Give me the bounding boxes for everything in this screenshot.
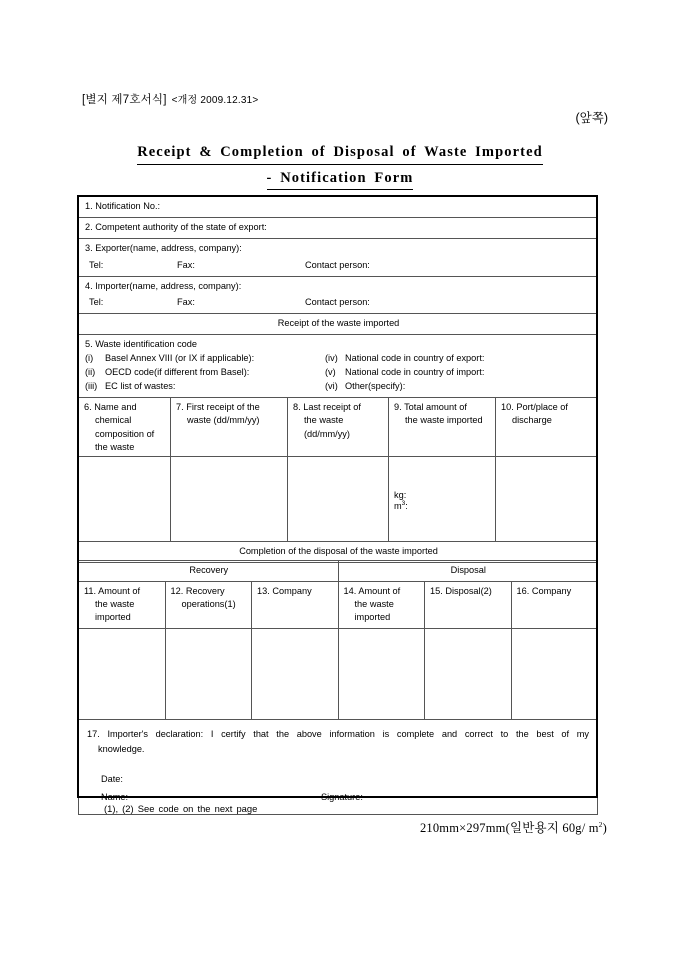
form-footnote: (1), (2) See code on the next page <box>104 803 258 814</box>
field-exporter-label: 3. Exporter(name, address, company): <box>85 243 242 253</box>
group-header-disposal-label: Disposal <box>450 565 486 575</box>
column-header-10 <box>496 398 598 457</box>
entry-cell-recovery-company-area <box>252 629 338 635</box>
importer-fax-label: Fax: <box>177 297 195 308</box>
column-header-16 <box>511 582 598 629</box>
entry-cell-total-amount[interactable] <box>389 457 496 542</box>
entry-cell-recovery-operations-area <box>166 629 252 635</box>
waste-id-text-i: Basel Annex VIII (or IX if applicable): <box>105 352 255 363</box>
table-row-completion-groups <box>79 561 598 582</box>
table-row-receipt-entry <box>79 457 598 542</box>
waste-id-text-iv: National code in country of export: <box>345 352 485 363</box>
field-notification-no[interactable] <box>79 197 598 218</box>
declaration-signature-rows <box>87 772 589 804</box>
column-header-12-content <box>166 582 252 614</box>
column-header-13-num: 13. <box>257 586 270 596</box>
table-row-declaration <box>79 720 598 815</box>
waste-id-item-vi <box>325 380 592 394</box>
declaration-block <box>79 720 597 814</box>
form-reference-code: [별지 제7호서식] <box>82 94 167 106</box>
waste-id-heading: 5. Waste identification code <box>85 339 198 350</box>
group-header-recovery-label: Recovery <box>189 565 229 575</box>
paper-specification <box>420 818 607 836</box>
entry-cell-port-discharge[interactable] <box>496 457 598 542</box>
section-header-receipt-label: Receipt of the waste imported <box>277 318 400 329</box>
declaration-name-label: Name: <box>101 792 129 803</box>
table-row-competent-authority <box>79 218 598 239</box>
column-header-6 <box>79 398 171 457</box>
waste-id-item-v <box>325 366 592 380</box>
entry-cell-recovery-amount[interactable] <box>79 629 166 720</box>
page-side-mark: (앞쪽) <box>575 111 608 125</box>
column-header-10-l1: Port/place of <box>516 402 568 413</box>
column-header-12-l1: Recovery <box>185 586 225 596</box>
completion-table <box>78 560 598 815</box>
waste-id-text-iii: EC list of wastes: <box>105 380 176 391</box>
importer-tel-label: Tel: <box>89 297 104 308</box>
form-reference <box>82 91 258 107</box>
column-header-6-content <box>79 398 170 456</box>
entry-cell-recovery-operations[interactable] <box>165 629 252 720</box>
entry-cell-first-receipt[interactable] <box>171 457 288 542</box>
section-header-completion-label: Completion of the disposal of the waste imported <box>239 546 438 557</box>
document-title <box>0 143 680 190</box>
column-header-12-l2: operations(1) <box>181 599 236 610</box>
paper-spec-exponent: 2 <box>598 819 603 829</box>
field-importer-label: 4. Importer(name, address, company): <box>85 280 242 291</box>
column-header-11-num: 11. <box>84 586 97 596</box>
table-row-exporter <box>79 239 598 277</box>
column-header-11-content <box>79 582 165 628</box>
column-header-7-content <box>171 398 287 430</box>
column-header-14-l3: imported <box>354 612 391 623</box>
entry-cell-first-receipt-area <box>171 457 287 463</box>
column-header-11-l1: Amount of <box>98 586 141 596</box>
field-competent-authority-label: 2. Competent authority of the state of export: <box>85 222 267 232</box>
column-header-13-content <box>252 582 338 601</box>
column-header-10-l2: discharge <box>512 415 552 426</box>
amount-unit-m3-base: m <box>394 501 402 512</box>
waste-id-text-ii: OECD code(if different from Basel): <box>105 366 250 377</box>
notification-form-table <box>78 196 598 563</box>
entry-cell-last-receipt[interactable] <box>288 457 389 542</box>
column-header-14-content <box>339 582 425 627</box>
column-header-13 <box>252 582 339 629</box>
field-importer-declaration[interactable] <box>79 720 598 815</box>
importer-contact-person-label: Contact person: <box>305 297 370 308</box>
column-header-11 <box>79 582 166 629</box>
waste-id-item-ii <box>85 366 325 380</box>
importer-contact-row <box>79 296 597 313</box>
table-row-section-receipt <box>79 314 598 335</box>
waste-id-numeral-iii: (iii) <box>85 380 98 391</box>
paper-spec-suffix: ) <box>602 821 607 835</box>
waste-id-block <box>79 335 597 397</box>
column-header-15-l1: Disposal(2) <box>445 586 492 596</box>
column-header-14-l1: Amount of <box>358 586 401 596</box>
column-header-7 <box>171 398 288 457</box>
group-header-recovery <box>79 561 339 582</box>
column-header-8-l1: Last receipt of <box>303 402 361 413</box>
exporter-contact-person-label: Contact person: <box>305 259 370 270</box>
paper-spec-prefix: 210mm×297mm(일반용지 60g/ <box>419 821 589 835</box>
page-title-line-1: Receipt & Completion of Disposal of Waste Imported <box>137 143 543 165</box>
exporter-tel-label: Tel: <box>89 259 104 270</box>
entry-cell-disposal-amount-area <box>339 629 425 635</box>
column-header-9-num: 9. <box>394 402 402 413</box>
waste-id-item-i <box>85 352 325 366</box>
waste-id-columns <box>85 352 592 393</box>
field-competent-authority[interactable] <box>79 218 598 239</box>
column-header-12 <box>165 582 252 629</box>
entry-cell-port-discharge-area <box>496 457 597 463</box>
column-header-8 <box>288 398 389 457</box>
entry-cell-waste-name[interactable] <box>79 457 171 542</box>
paper-spec-unit: m <box>588 821 599 835</box>
group-header-disposal <box>338 561 598 582</box>
waste-id-item-iv <box>325 352 592 366</box>
amount-units <box>389 457 495 514</box>
column-header-8-content <box>288 398 388 443</box>
field-waste-identification-code[interactable] <box>79 335 598 398</box>
waste-id-right-column <box>325 352 592 393</box>
table-row-receipt-column-headers <box>79 398 598 457</box>
table-row-notification-no <box>79 197 598 218</box>
waste-id-numeral-v: (v) <box>325 366 336 377</box>
field-exporter[interactable] <box>79 239 598 277</box>
page-title-line-2: - Notification Form <box>267 169 414 191</box>
waste-id-numeral-i: (i) <box>85 352 94 363</box>
column-header-15 <box>425 582 512 629</box>
exporter-fax-label: Fax: <box>177 259 195 270</box>
column-header-16-num: 16. <box>516 586 530 596</box>
entry-cell-disposal-code-area <box>425 629 511 635</box>
column-header-6-num: 6. <box>84 402 92 413</box>
column-header-6-l1: Name and <box>94 402 137 413</box>
amount-unit-m3-exp: 3 <box>401 500 406 508</box>
entry-cell-disposal-code[interactable] <box>425 629 512 720</box>
declaration-date-label: Date: <box>101 774 123 785</box>
waste-id-numeral-iv: (iv) <box>325 352 338 363</box>
waste-id-numeral-ii: (ii) <box>85 366 96 377</box>
column-header-7-l1: First receipt of the <box>186 402 260 413</box>
amount-unit-kg: kg: <box>394 490 407 501</box>
amount-unit-m3-colon: : <box>405 501 408 512</box>
column-header-14 <box>338 582 425 629</box>
column-header-9-l1: Total amount of <box>404 402 467 413</box>
column-header-11-l3: imported <box>95 612 131 623</box>
column-header-6-l4: the waste <box>95 441 135 452</box>
entry-cell-waste-name-area <box>79 457 170 463</box>
column-header-12-num: 12. <box>170 586 184 596</box>
column-header-14-l2: the waste <box>354 599 394 610</box>
column-header-14-num: 14. <box>343 586 357 596</box>
column-header-10-content <box>496 398 597 430</box>
column-header-16-l1: Company <box>531 586 572 596</box>
table-row-waste-identification <box>79 335 598 398</box>
entry-cell-recovery-company[interactable] <box>252 629 339 720</box>
column-header-16-content <box>512 582 598 601</box>
waste-id-left-column <box>85 352 325 393</box>
column-header-6-l2: chemical <box>95 415 132 426</box>
table-row-completion-column-headers <box>79 582 598 629</box>
waste-id-text-v: National code in country of import: <box>345 366 485 377</box>
column-header-9-content <box>389 398 495 430</box>
column-header-13-l1: Company <box>272 586 312 596</box>
column-header-6-l3: composition of <box>95 428 155 439</box>
column-header-7-num: 7. <box>176 402 184 413</box>
column-header-9-l2: the waste imported <box>405 415 483 426</box>
column-header-9 <box>389 398 496 457</box>
table-row-completion-entry <box>79 629 598 720</box>
entry-cell-recovery-amount-area <box>79 629 165 635</box>
form-revision-date: <개정 2009.12.31> <box>171 95 259 106</box>
column-header-7-l2: waste (dd/mm/yy) <box>187 415 260 426</box>
entry-cell-last-receipt-area <box>288 457 388 463</box>
declaration-line-2: knowledge. <box>98 743 145 754</box>
entry-cell-disposal-company-area <box>512 629 598 635</box>
section-header-receipt <box>79 314 598 335</box>
field-importer[interactable] <box>79 276 598 314</box>
column-header-8-l2: the waste <box>304 415 344 426</box>
column-header-8-num: 8. <box>293 402 301 413</box>
exporter-contact-row <box>79 259 597 276</box>
column-header-15-num: 15. <box>430 586 443 596</box>
amount-unit-m3 <box>394 501 490 512</box>
column-header-10-num: 10. <box>501 402 514 413</box>
field-notification-no-label: 1. Notification No.: <box>85 201 161 211</box>
entry-cell-disposal-amount[interactable] <box>338 629 425 720</box>
column-header-8-l3: (dd/mm/yy) <box>304 428 350 439</box>
declaration-line-1: 17. Importer's declaration: I certify that the above information is complete and correct to the best of my <box>87 729 590 739</box>
declaration-signature-label: Signature: <box>321 792 363 803</box>
column-header-15-content <box>425 582 511 601</box>
table-row-importer <box>79 276 598 314</box>
column-header-11-l2: the waste <box>95 599 135 610</box>
waste-id-numeral-vi: (vi) <box>325 380 338 391</box>
waste-id-text-vi: Other(specify): <box>345 380 406 391</box>
waste-id-item-iii <box>85 380 325 394</box>
entry-cell-disposal-company[interactable] <box>511 629 598 720</box>
